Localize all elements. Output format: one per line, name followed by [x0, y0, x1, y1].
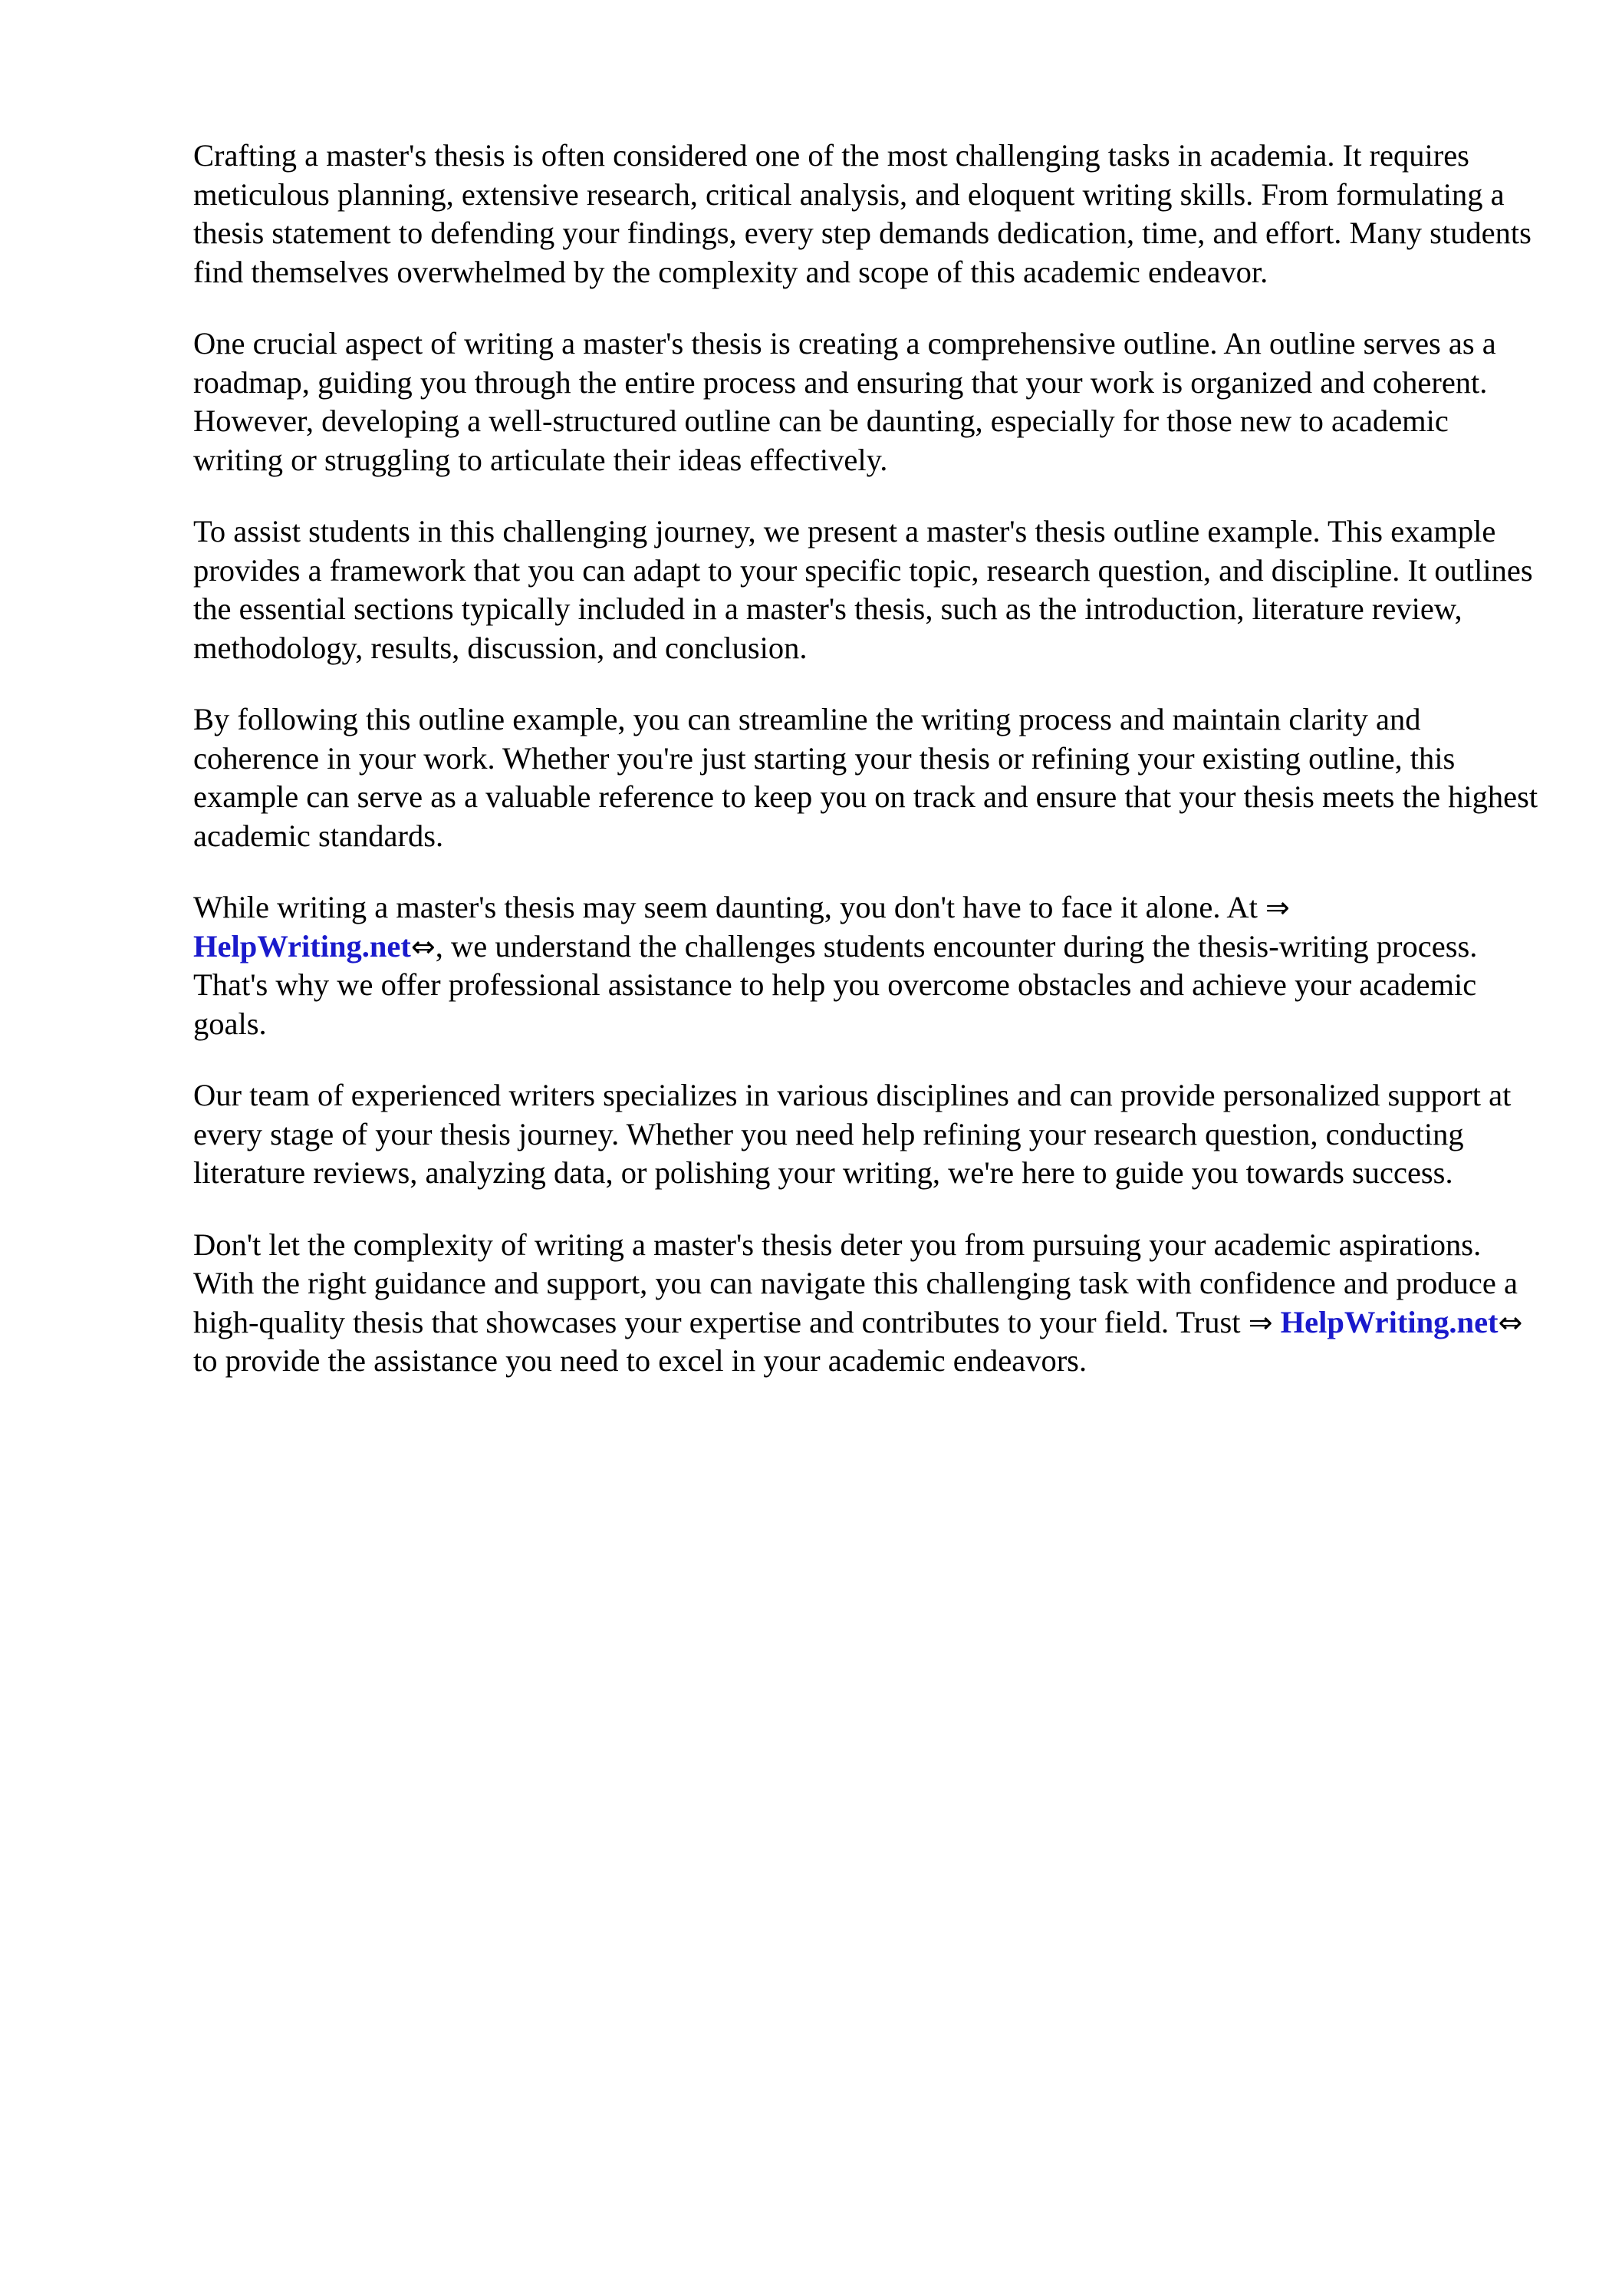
right-double-arrow-icon: ⇒	[1248, 1305, 1273, 1339]
paragraph-following-example: By following this outline example, you can streamline the writing process and maintain clarity and coherence in your work. Whether you're just starting your thesis or refining your existing outline, this example can serve as a valuable reference to keep you on track and ensure that your thesis meets the highest academic standards.	[193, 702, 1538, 853]
helpwriting-link[interactable]: HelpWriting.net	[193, 928, 411, 964]
paragraph-assistance	[193, 888, 1543, 1043]
paragraph-outline-example: To assist students in this challenging journey, we present a master's thesis outline example. This example provides a framework that you can adapt to your specific topic, research question, and discipline. It outlines the essential sections typically included in a master's thesis, such as the introduction, literature review, methodology, results, discussion, and conclusion.	[193, 514, 1533, 665]
paragraph-closing-lead: Don't let the complexity of writing a master's thesis deter you from pursuing your academic aspirations. With the right guidance and support, you can navigate this challenging task with confidence and produce a high-quality thesis that showcases your expertise and contributes to your field. Trust	[193, 1227, 1518, 1339]
paragraph-outline-importance: One crucial aspect of writing a master's thesis is creating a comprehensive outline. An outline serves as a roadmap, guiding you through the entire process and ensuring that your work is organized and coherent. However, developing a well-structured outline can be daunting, especially for those new to academic writing or struggling to articulate their ideas effectively.	[193, 326, 1496, 477]
document-body	[193, 137, 1543, 1414]
left-right-double-arrow-icon: ⇔	[1498, 1305, 1523, 1339]
paragraph-closing	[193, 1226, 1543, 1381]
paragraph-intro: Crafting a master's thesis is often considered one of the most challenging tasks in academia. It requires meticulous planning, extensive research, critical analysis, and eloquent writing skills. From formulating a thesis statement to defending your findings, every step demands dedication, time, and effort. Many students find themselves overwhelmed by the complexity and scope of this academic endeavor.	[193, 138, 1532, 289]
paragraph-closing-tail: to provide the assistance you need to excel in your academic endeavors.	[193, 1343, 1087, 1378]
right-double-arrow-icon: ⇒	[1265, 891, 1290, 924]
paragraph-team: Our team of experienced writers specializes in various disciplines and can provide personalized support at every stage of your thesis journey. Whether you need help refining your research question, conducting literature reviews, analyzing data, or polishing your writing, we're here to guide you towards success.	[193, 1078, 1512, 1190]
paragraph-assistance-tail: , we understand the challenges students encounter during the thesis-writing process. That's why we offer professional assistance to help you overcome obstacles and achieve your academic goals.	[193, 928, 1478, 1041]
paragraph-assistance-lead: While writing a master's thesis may seem daunting, you don't have to face it alone. At	[193, 890, 1266, 924]
helpwriting-link[interactable]: HelpWriting.net	[1280, 1304, 1499, 1339]
left-right-double-arrow-icon: ⇔	[410, 929, 436, 964]
